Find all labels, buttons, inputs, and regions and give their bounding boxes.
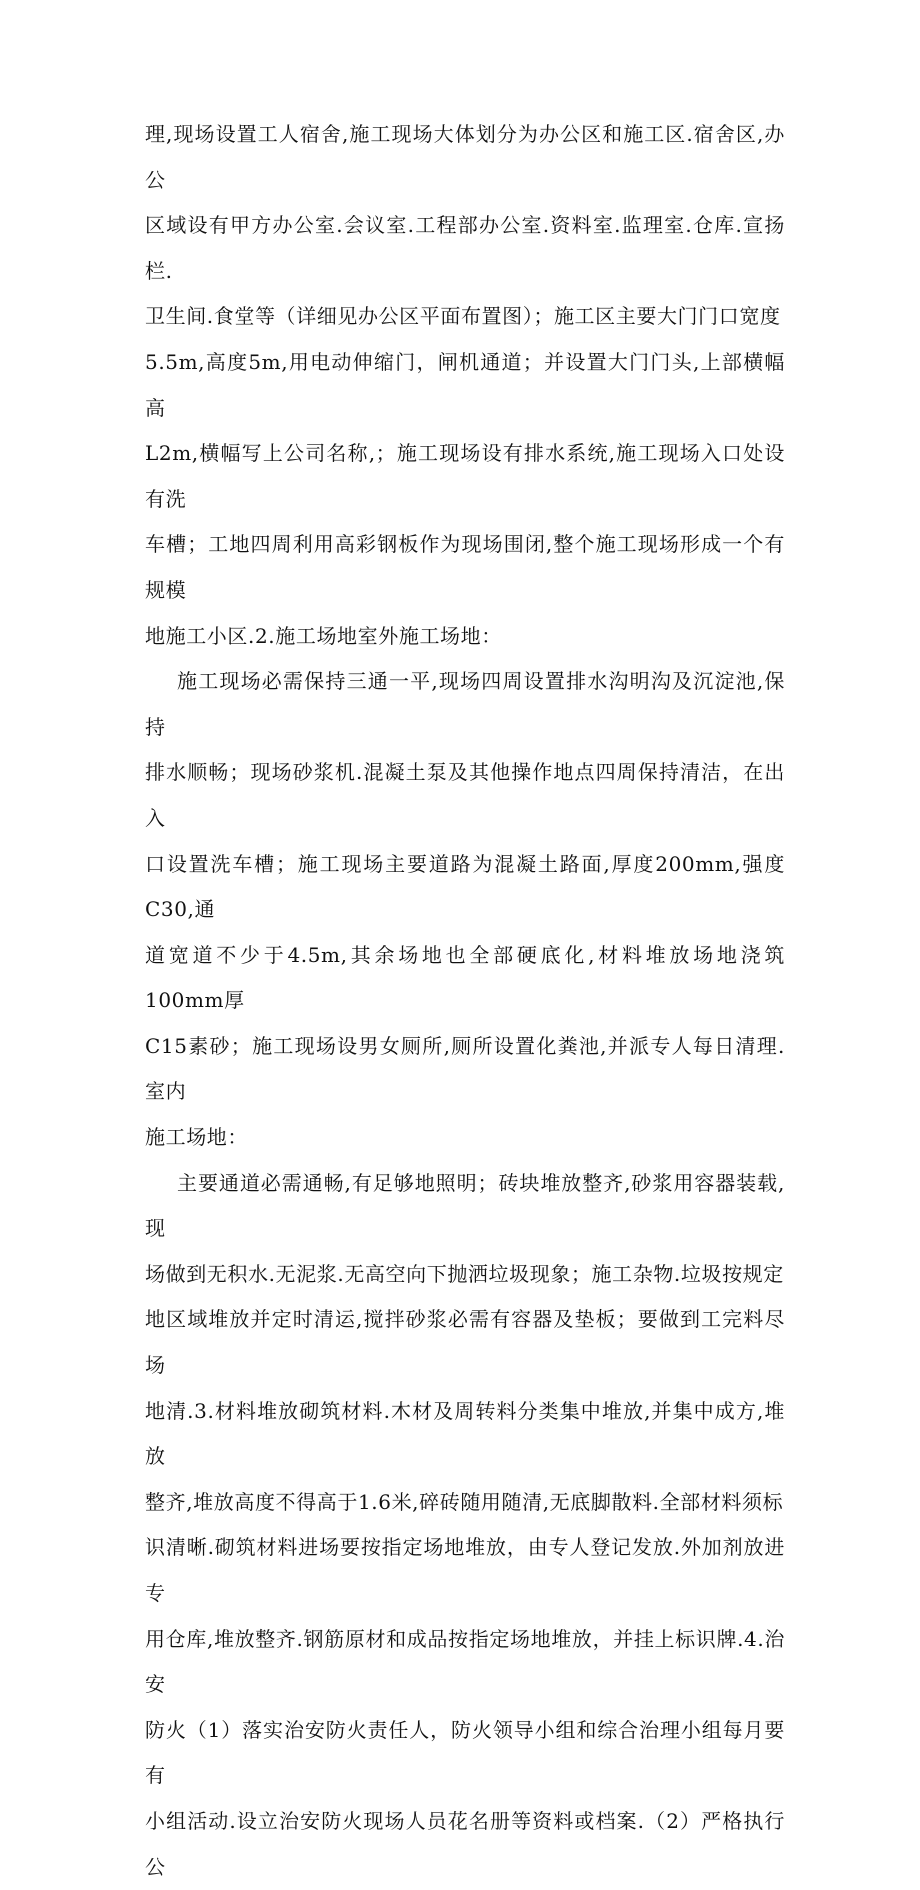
paragraph-1 [145,112,785,659]
text-line: 理,现场设置工人宿舍,施工现场大体划分为办公区和施工区.宿舍区,办公 [145,122,785,192]
text-line: L2m,横幅写上公司名称,；施工现场设有排水系统,施工现场入口处设有洗 [145,441,785,511]
text-line: 地区域堆放并定时清运,搅拌砂浆必需有容器及垫板；要做到工完料尽场 [145,1307,785,1378]
text-line: 道宽道不少于4.5m,其余场地也全部硬底化,材料堆放场地浇筑100mm厚 [145,942,785,1013]
text-line: 车槽；工地四周利用高彩钢板作为现场围闭,整个施工现场形成一个有规模 [145,532,785,602]
text-line: 排水顺畅；现场砂浆机.混凝土泵及其他操作地点四周保持清洁，在出入 [145,760,785,830]
text-line: 地清.3.材料堆放砌筑材料.木材及周转料分类集中堆放,并集中成方,堆放 [145,1398,785,1469]
text-line: 口设置洗车槽；施工现场主要道路为混凝土路面,厚度200mm,强度C30,通 [145,851,785,922]
text-line: 卫生间.食堂等（详细见办公区平面布置图）；施工区主要大门门口宽度 [145,304,781,329]
text-line: 主要通道必需通畅,有足够地照明；砖块堆放整齐,砂浆用容器装载,现 [145,1170,785,1241]
text-line: 区域设有甲方办公室.会议室.工程部办公室.资料室.监理室.仓库.宣扬栏. [145,213,785,283]
paragraph-3 [145,1161,785,1890]
text-line: 防火（1）落实治安防火责任人，防火领导小组和综合治理小组每月要有 [145,1717,785,1788]
text-line: 施工场地： [145,1125,248,1150]
text-line: C15素砂；施工现场设男女厕所,厕所设置化粪池,并派专人每日清理.室内 [145,1033,785,1104]
text-line: 小组活动.设立治安防火现场人员花名册等资料或档案.（2）严格执行公 [145,1808,785,1879]
text-line: 场做到无积水.无泥浆.无高空向下抛洒垃圾现象；施工杂物.垃圾按规定 [145,1261,784,1286]
text-line: 整齐,堆放高度不得高于1.6米,碎砖随用随清,无底脚散料.全部材料须标 [145,1489,784,1514]
text-line: 用仓库,堆放整齐.钢筋原材和成品按指定场地堆放，并挂上标识牌.4.治安 [145,1626,785,1697]
text-line: 施工现场必需保持三通一平,现场四周设置排水沟明沟及沉淀池,保持 [145,669,785,739]
paragraph-2 [145,659,785,1161]
text-line: 识清晰.砌筑材料进场要按指定场地堆放，由专人登记发放.外加剂放进专 [145,1535,785,1605]
text-line: 5.5m,高度5m,用电动伸缩门，闸机通道；并设置大门门头,上部横幅高 [145,349,785,420]
text-line: 地施工小区.2.施工场地室外施工场地： [145,623,502,648]
body-text [145,112,785,1890]
